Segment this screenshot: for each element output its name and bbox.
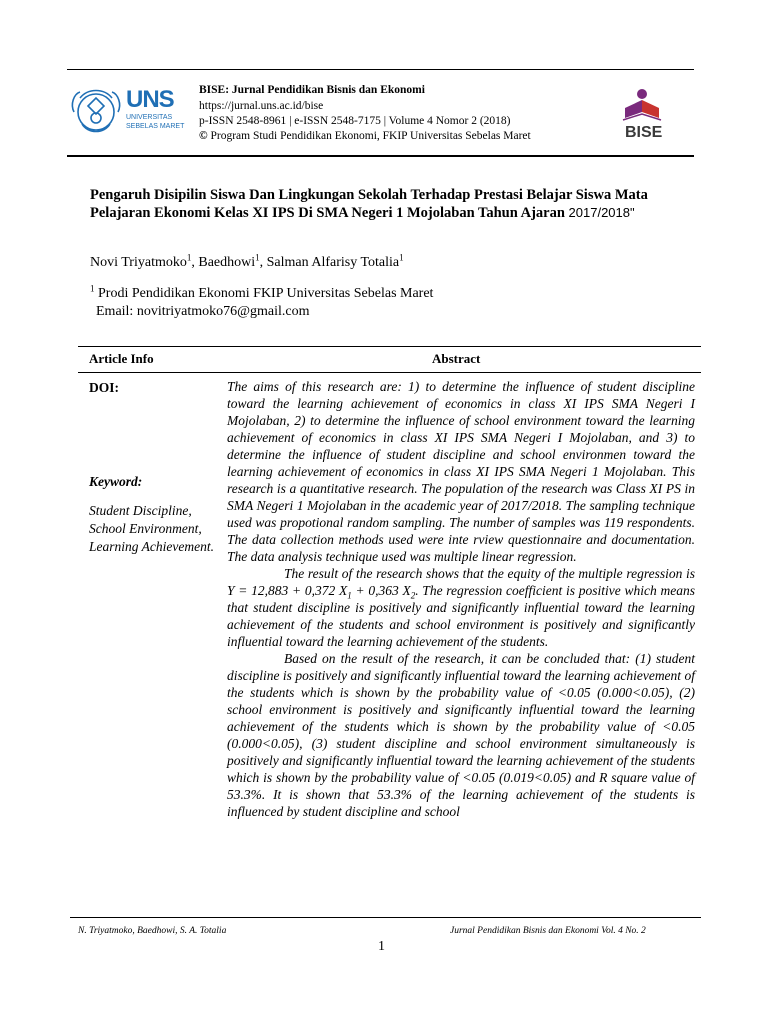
- copyright-icon: ©: [199, 130, 208, 142]
- author-3: , Salman Alfarisy Totalia: [259, 255, 400, 270]
- article-title-text: Pengaruh Disipilin Siswa Dan Lingkungan Sekolah Terhadap Prestasi Belajar Siswa Mata Pelajaran Ekonomi Kelas XI IPS Di SMA Negeri 1 Mojolaban Tahun Ajaran: [90, 187, 648, 221]
- author-3-sup: 1: [399, 252, 404, 263]
- regression-text-a: The result of the research shows that the equity of the multiple regression is Y = 12,883 + 0,372 X: [227, 566, 695, 598]
- uns-logo-sub1: UNIVERSITAS: [126, 114, 173, 121]
- regression-sub-2: 2: [410, 590, 416, 601]
- affiliation-sup: 1: [90, 283, 95, 294]
- affiliation-text: Prodi Pendidikan Ekonomi FKIP Universitas Sebelas Maret: [94, 286, 434, 301]
- header-bottom-rule: [67, 155, 694, 157]
- article-title: [90, 186, 690, 222]
- bise-logo: [617, 84, 667, 148]
- regression-sub-1: 1: [347, 590, 352, 601]
- affiliation: [90, 283, 434, 320]
- author-2: , Baedhowi: [191, 255, 256, 270]
- abstract-paragraph-2: [227, 565, 695, 650]
- author-2-sup: 1: [255, 252, 260, 263]
- table-bottom-rule: [70, 917, 701, 918]
- doi-label: DOI:: [89, 380, 119, 395]
- page-number: 1: [378, 939, 385, 954]
- program-text: Program Studi Pendidikan Ekonomi, FKIP Universitas Sebelas Maret: [210, 130, 531, 142]
- abstract-body: [227, 378, 695, 820]
- abstract-paragraph-1: The aims of this research are: 1) to determine the influence of student discipline toward the learning achievement of economics in class XI IPS SMA Negeri I Mojolaban, 2) to determine the influence of school environment toward the learning achievement of economics in class XI IPS SMA Negeri I Mojolaban, and 3) to determine the influence of student discipline and school environmen toward the learning achievement of economics in class XI IPS SMA Negeri 1 Mojolaban. This research is a quantitative research. The population of the research was Class XI PS in SMA Negeri 1 Mojolaban in the academic year of 2017/2018. The sampling technique used was propotional random sampling. The number of samples was 119 respondents. The data collection methods used were inte rview questionnaire and documentation. The data analysis technique used was multiple linear regression.: [227, 379, 695, 564]
- journal-url[interactable]: https://jurnal.uns.ac.id/bise: [199, 100, 324, 112]
- table-header-rule: [78, 372, 701, 373]
- uns-logo: [68, 84, 190, 140]
- bise-logo-text: BISE: [625, 124, 663, 141]
- author-1-sup: 1: [186, 252, 192, 263]
- uns-logo-text: UNS: [126, 86, 174, 113]
- keyword-list: Student Discipline, School Environment, Learning Achievement.: [89, 503, 214, 554]
- footer-journal: Jurnal Pendidikan Bisnis dan Ekonomi Vol. 4 No. 2: [450, 926, 646, 936]
- book-reader-icon: [617, 84, 667, 124]
- article-title-year: 2017/2018": [568, 205, 635, 220]
- abstract-paragraph-3: Based on the result of the research, it can be concluded that: (1) student discipline is positively and significantly influential toward the learning achievement of the students which is shown by the probability value of <0.05 (0.000<0.05), (2) school environment is positively and significantly influential toward the learning achievement of the students which is shown by the probability value of <0.05 (0.000<0.05), (3) student discipline and school environment simultaneously is positively and significantly influential toward the learning achievement of the students which is shown by the probability value of <0.05 (0.019<0.05) and R square value of 53.3%. It is shown that 53.3% of the learning achievement of the students is influenced by student discipline and school: [227, 651, 695, 819]
- header-top-rule: [67, 69, 694, 70]
- article-info-header: Article Info: [89, 351, 154, 366]
- author-email[interactable]: Email: novitriyatmoko76@gmail.com: [96, 304, 310, 319]
- journal-program: [199, 128, 531, 144]
- keyword-label: Keyword:: [89, 474, 143, 489]
- regression-text-c: . The regression coefficient is positive which means that student discipline is positively and significantly influential toward the learning achievement of the students and school environment is positively and significantly influential toward the learning achievement of the students.: [227, 583, 695, 649]
- abstract-header: Abstract: [432, 351, 481, 366]
- journal-issn: p-ISSN 2548-8961 | e-ISSN 2548-7175 | Volume 4 Nomor 2 (2018): [199, 115, 511, 127]
- journal-name: BISE: Jurnal Pendidikan Bisnis dan Ekonomi: [199, 84, 425, 96]
- regression-text-b: + 0,363 X: [351, 583, 411, 598]
- footer-authors: N. Triyatmoko, Baedhowi, S. A. Totalia: [78, 926, 227, 936]
- uns-logo-sub2: SEBELAS MARET: [126, 123, 185, 130]
- author-list: [90, 254, 404, 272]
- author-1: Novi Triyatmoko: [90, 255, 187, 270]
- table-top-rule: [78, 346, 701, 347]
